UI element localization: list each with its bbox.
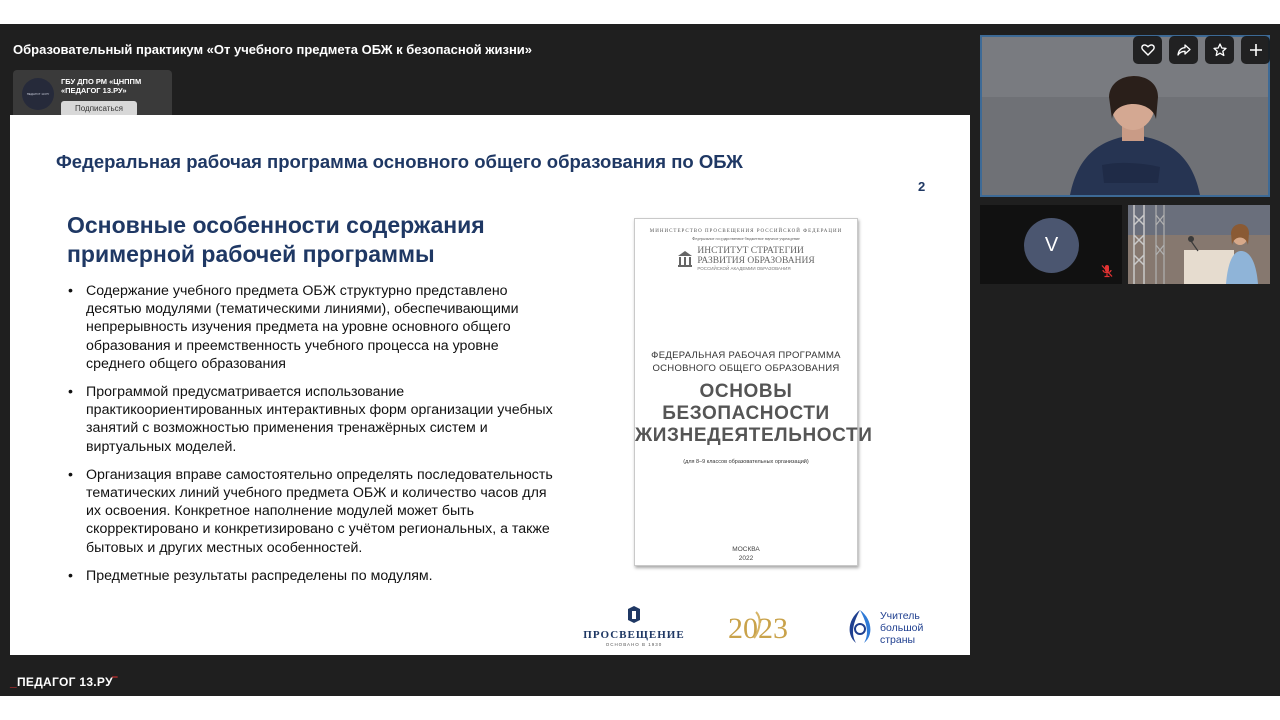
book-institute-line2: РАЗВИТИЯ ОБРАЗОВАНИЯ bbox=[697, 256, 815, 266]
watermark-bracket-right-icon: ‾ bbox=[112, 675, 118, 689]
slide-header: Федеральная рабочая программа основного общего образования по ОБЖ bbox=[56, 151, 743, 172]
share-button[interactable] bbox=[1169, 36, 1198, 64]
favorite-button[interactable] bbox=[1205, 36, 1234, 64]
book-cover bbox=[634, 218, 873, 566]
bullet-dot: • bbox=[68, 567, 73, 584]
participant-tile-stage[interactable] bbox=[1128, 205, 1270, 284]
channel-avatar[interactable]: ПЕДАГОГ 13.РУ bbox=[22, 78, 54, 110]
heart-icon bbox=[1141, 43, 1155, 57]
book-institute-sub: РОССИЙСКОЙ АКАДЕМИИ ОБРАЗОВАНИЯ bbox=[697, 266, 791, 271]
prosveshchenie-wordmark: ПРОСВЕЩЕНИЕ bbox=[583, 629, 685, 641]
book-title-line1: ОСНОВЫ bbox=[699, 381, 793, 402]
bullet-item bbox=[68, 567, 558, 585]
book-ministry: МИНИСТЕРСТВО ПРОСВЕЩЕНИЯ РОССИЙСКОЙ ФЕДЕРАЦИИ bbox=[649, 229, 843, 234]
channel-name[interactable]: ГБУ ДПО РМ «ЦНППМ «ПЕДАГОГ 13.РУ» bbox=[61, 77, 142, 95]
book-imprint bbox=[635, 545, 857, 563]
presentation-slide bbox=[10, 115, 970, 655]
like-button[interactable] bbox=[1133, 36, 1162, 64]
teacher-line1: Учитель bbox=[880, 610, 920, 622]
bullet-item bbox=[68, 383, 558, 456]
watermark-text: ПЕДАГОГ 13.РУ bbox=[16, 675, 113, 689]
prosveshchenie-logo bbox=[578, 606, 690, 647]
book-title-line2: БЕЗОПАСНОСТИ bbox=[662, 403, 830, 424]
book-city: МОСКВА bbox=[732, 546, 760, 553]
book-program-line2: ОСНОВНОГО ОБЩЕГО ОБРАЗОВАНИЯ bbox=[652, 363, 840, 374]
add-button[interactable] bbox=[1241, 36, 1270, 64]
book-program-line1: ФЕДЕРАЛЬНАЯ РАБОЧАЯ ПРОГРАММА bbox=[651, 350, 841, 361]
bullet-dot: • bbox=[68, 466, 73, 483]
book-institute bbox=[635, 246, 857, 271]
subscribe-button[interactable]: Подписаться bbox=[61, 101, 137, 117]
share-icon bbox=[1177, 43, 1191, 57]
participant-tile-v[interactable] bbox=[980, 205, 1122, 284]
stage-video-frame bbox=[1128, 205, 1270, 284]
bullet-item bbox=[68, 466, 558, 557]
watermark-bracket-left-icon: _ bbox=[10, 675, 17, 689]
bullet-dot: • bbox=[68, 384, 73, 401]
participant-avatar: V bbox=[1024, 218, 1079, 273]
book-program bbox=[635, 349, 857, 375]
bullet-text: Содержание учебного предмета ОБЖ структурно представлено десятью модулями (тематическими линиями), обеспечивающими непрерывность изучения предмета на уровне основного общего образования и преемственность учебного процесса на уровне среднего общего образования bbox=[86, 283, 519, 372]
book-institute-line1: ИНСТИТУТ СТРАТЕГИИ bbox=[697, 246, 804, 256]
book-title bbox=[635, 381, 873, 447]
teacher-line3: страны bbox=[880, 634, 916, 646]
camera-toolbar bbox=[1133, 36, 1270, 64]
bullet-text: Предметные результаты распределены по модулям. bbox=[86, 567, 433, 584]
institute-building-icon bbox=[677, 250, 693, 268]
year-2023-logo bbox=[726, 608, 804, 648]
year-2023-text: 2023 bbox=[728, 612, 788, 645]
pedagog13-watermark bbox=[10, 675, 117, 689]
bullet-text: Программой предусматривается использование практикоориентированных интерактивных форм организации учебных занятий с возможностью применения тренажёрных систем и виртуальных моделей. bbox=[86, 384, 553, 455]
teacher-line2: большой bbox=[880, 622, 924, 634]
teacher-year-emblem-icon bbox=[726, 608, 804, 648]
mic-muted-icon bbox=[1100, 264, 1114, 278]
book-ministry-sub: Федеральное государственное бюджетное научное учреждение bbox=[692, 236, 800, 241]
slide-title: Основные особенности содержания примерной рабочей программы bbox=[67, 212, 485, 267]
stream-title: Образовательный практикум «От учебного предмета ОБЖ к безопасной жизни» bbox=[13, 42, 533, 57]
book-year: 2022 bbox=[738, 555, 754, 562]
plus-icon bbox=[1249, 43, 1263, 57]
video-player[interactable] bbox=[0, 24, 1280, 696]
bullet-item bbox=[68, 282, 558, 373]
bullet-text: Организация вправе самостоятельно определять последовательность тематических линий учебного предмета ОБЖ и количество часов для их освоения. Конкретное наполнение модулей может быть скорректировано и конкретизировано с учётом региональных, а также бытовых и других местных особенностей. bbox=[86, 466, 553, 556]
teacher-logo-text bbox=[880, 610, 923, 646]
prosveshchenie-emblem-icon bbox=[627, 606, 641, 623]
star-icon bbox=[1213, 43, 1227, 57]
bullet-list bbox=[68, 282, 558, 595]
book-title-line3: ЖИЗНЕДЕЯТЕЛЬНОСТИ bbox=[635, 425, 873, 446]
slide-page-number: 2 bbox=[918, 179, 926, 194]
bullet-dot: • bbox=[68, 283, 73, 299]
prosveshchenie-since: ОСНОВАНО В 1930 bbox=[605, 642, 663, 647]
teacher-of-big-country-logo bbox=[842, 607, 934, 649]
teacher-emblem-icon bbox=[842, 607, 878, 647]
book-audience: (для 8–9 классов образовательных организаций) bbox=[683, 459, 809, 465]
